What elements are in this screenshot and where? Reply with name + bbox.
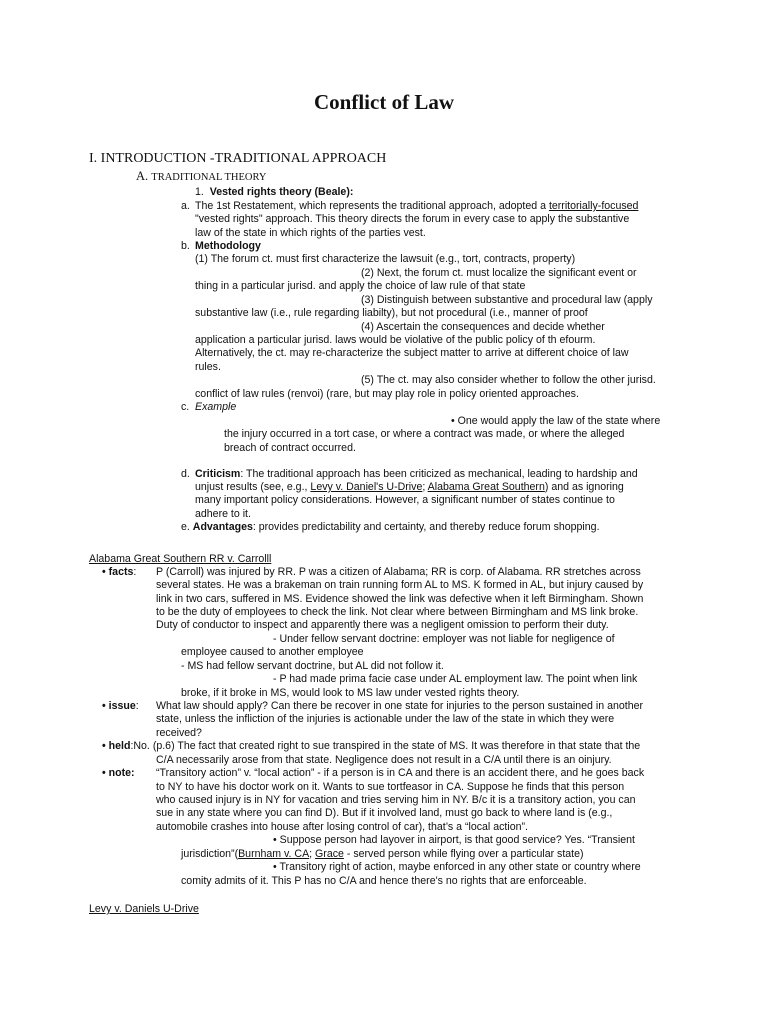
levy-case-link: Levy v. Daniel's U-Drive [310, 481, 423, 493]
advantages-label: Advantages [192, 521, 253, 533]
example-line-1: • One would apply the law of the state where [451, 415, 661, 427]
page-title: Conflict of Law [314, 90, 454, 114]
issue-line-1: What law should apply? Can there be recover in one state for injuries to the person sustained in another [156, 700, 644, 712]
criticism-separator: ; [422, 481, 428, 493]
method-step-4-line-4: rules. [195, 361, 221, 373]
note-line-1: “Transitory action” v. “local action” - if a person is in CA and there is an accident there, and he goes back [156, 767, 645, 779]
note-text-7: jurisdiction”( [181, 848, 239, 860]
alabama-case-link: Alabama Great Southern [427, 481, 545, 493]
facts-line-4: to be the duty of employees to check the link. Not clear where between Birmingham and MS link broke. [156, 606, 639, 618]
point-a-line-2: "vested rights" approach. This theory directs the forum in every case to apply the substantive [195, 213, 630, 225]
facts-colon: : [133, 566, 137, 578]
criticism-line-2 [195, 481, 624, 494]
facts-line-2: several states. He was a brakeman on train running form AL to MS. K formed in AL, but injury caused by [156, 579, 644, 591]
advantages-line [181, 521, 600, 534]
method-step-1: (1) The forum ct. must first characterize the lawsuit (e.g., tort, contracts, property) [195, 253, 576, 265]
facts-line-8: - MS had fellow servant doctrine, but AL did not follow it. [181, 660, 444, 672]
point-d-letter: d. [181, 468, 190, 480]
subsection-title: TRADITIONAL THEORY [151, 172, 267, 183]
issue-line-3: received? [156, 727, 202, 739]
criticism-line-1 [195, 468, 638, 481]
note-line-6: • Suppose person had layover in airport, is that good service? Yes. “Transient [273, 834, 635, 846]
facts-line-10: broke, if it broke in MS, would look to MS law under vested rights theory. [181, 687, 520, 699]
note-line-8: • Transitory right of action, maybe enforced in any other state or country where [273, 861, 641, 873]
method-step-2-line-1: (2) Next, the forum ct. must localize the significant event or [361, 267, 637, 279]
method-step-3-line-1: (3) Distinguish between substantive and procedural law (apply [361, 294, 653, 306]
criticism-label: Criticism [195, 468, 241, 480]
item-1-number: 1. [195, 186, 204, 198]
note-text-7b: - served person while flying over a particular state) [343, 848, 584, 860]
methodology-label [195, 240, 261, 253]
issue-line-2: state, unless the infliction of the injuries is actionable under the law of the state in which they were [156, 713, 615, 725]
criticism-line-4: adhere to it. [195, 508, 251, 520]
held-text: No. (p.6) The fact that created right to sue transpired in the state of MS. It was therefore in that state that the [133, 740, 641, 752]
facts-line-6: - Under fellow servant doctrine: employer was not liable for negligence of [273, 633, 615, 645]
point-b-letter: b. [181, 240, 190, 252]
note-line-3: who caused injury is in NY for vacation and tries serving him in NY. B/c it is a transitory action, you can [156, 794, 636, 806]
held-line-1 [102, 740, 640, 753]
method-step-5-line-1: (5) The ct. may also consider whether to follow the other jurisd. [361, 374, 656, 386]
held-colon: : [130, 740, 134, 752]
facts-line-3: link in two cars, suffered in MS. Evidence showed the link was defective when it left Birmingham. Shown [156, 593, 644, 605]
case-title-levy: Levy v. Daniels U-Drive [89, 903, 199, 915]
facts-line-1: P (Carroll) was injured by RR. P was a citizen of Alabama; RR is corp. of Alabama. RR stretches across [156, 566, 641, 578]
held-label: • held [102, 740, 131, 752]
method-step-3-line-2: substantive law (i.e., rule regarding liabilty), but not procedural (i.e., manner of proof [195, 307, 588, 319]
criticism-text-2: unjust results (see, e.g., [195, 481, 311, 493]
point-a-line-3: law of the state in which rights of the parties vest. [195, 227, 426, 239]
facts-line-9: - P had made prima facie case under AL employment law. The point when link [273, 673, 638, 685]
point-a-line-1 [195, 200, 638, 213]
issue-label [102, 700, 139, 713]
territorially-focused-link: territorially-focused [548, 200, 639, 212]
facts-line-7: employee caused to another employee [181, 646, 364, 658]
criticism-text: : The traditional approach has been criticized as mechanical, leading to hardship and [240, 468, 638, 480]
methodology-label-text: Methodology [195, 240, 261, 252]
advantages-text: : provides predictability and certainty, and thereby reduce forum shopping. [252, 521, 600, 533]
facts-line-5: Duty of conductor to inspect and apparently there was a negligent omission to perform their duty. [156, 619, 609, 631]
note-label [102, 767, 135, 780]
note-separator: ; [309, 848, 316, 860]
method-step-4-line-2: application a particular jurisd. laws would be violative of the public policy of th efourm. [195, 334, 596, 346]
example-line-2: the injury occurred in a tort case, or where a contract was made, or where the alleged [224, 428, 625, 440]
issue-colon: : [135, 700, 139, 712]
subsection-letter: A. [136, 169, 149, 183]
issue-label-text: • issue [102, 700, 136, 712]
note-line-4: sue in any state where you can find D). But if it involved land, must go back to where land is (e.g., [156, 807, 613, 819]
point-a-text: The 1st Restatement, which represents the traditional approach, adopted a [195, 200, 549, 212]
note-line-7 [181, 848, 584, 861]
point-a-letter: a. [181, 200, 190, 212]
example-label: Example [195, 401, 237, 413]
item-1-label: Vested rights theory (Beale): [209, 186, 354, 198]
grace-case-link: Grace [315, 848, 344, 860]
method-step-5-line-2: conflict of law rules (renvoi) (rare, but may play role in policy oriented approaches. [195, 388, 579, 400]
method-step-4-line-3: Alternatively, the ct. may re-characterize the subject matter to arrive at different choice of law [195, 347, 629, 359]
example-line-3: breach of contract occurred. [224, 442, 356, 454]
criticism-line-3: many important policy considerations. However, a significant number of states continue to [195, 494, 615, 506]
point-c-letter: c. [181, 401, 190, 413]
criticism-text-3: ) and as ignoring [544, 481, 624, 493]
note-line-5: automobile crashes into house after losing control of car), that’s a “local action”. [156, 821, 528, 833]
note-label-text: • note: [102, 767, 135, 779]
burnham-case-link: Burnham v. CA [238, 848, 310, 860]
note-line-9: comity admits of it. This P has no C/A and hence there's no rights that are enforceable. [181, 875, 587, 887]
case-title-alabama: Alabama Great Southern RR v. Carrolll [89, 553, 272, 565]
note-line-2: to NY to have his doctor work on it. Wants to sue tortfeasor in CA. Suppose he finds that this person [156, 781, 625, 793]
held-line-2: C/A necessarily arose from that state. Negligence does not result in a C/A until there is an oinjury. [156, 754, 612, 766]
point-e-letter: e. [181, 521, 190, 533]
item-1-heading [195, 186, 353, 199]
facts-label-text: • facts [102, 566, 134, 578]
subsection-heading [136, 170, 266, 184]
method-step-4-line-1: (4) Ascertain the consequences and decide whether [361, 321, 605, 333]
method-step-2-line-2: thing in a particular jurisd. and apply the choice of law rule of that state [195, 280, 526, 292]
facts-label [102, 566, 136, 579]
section-heading: I. INTRODUCTION -TRADITIONAL APPROACH [89, 151, 387, 166]
